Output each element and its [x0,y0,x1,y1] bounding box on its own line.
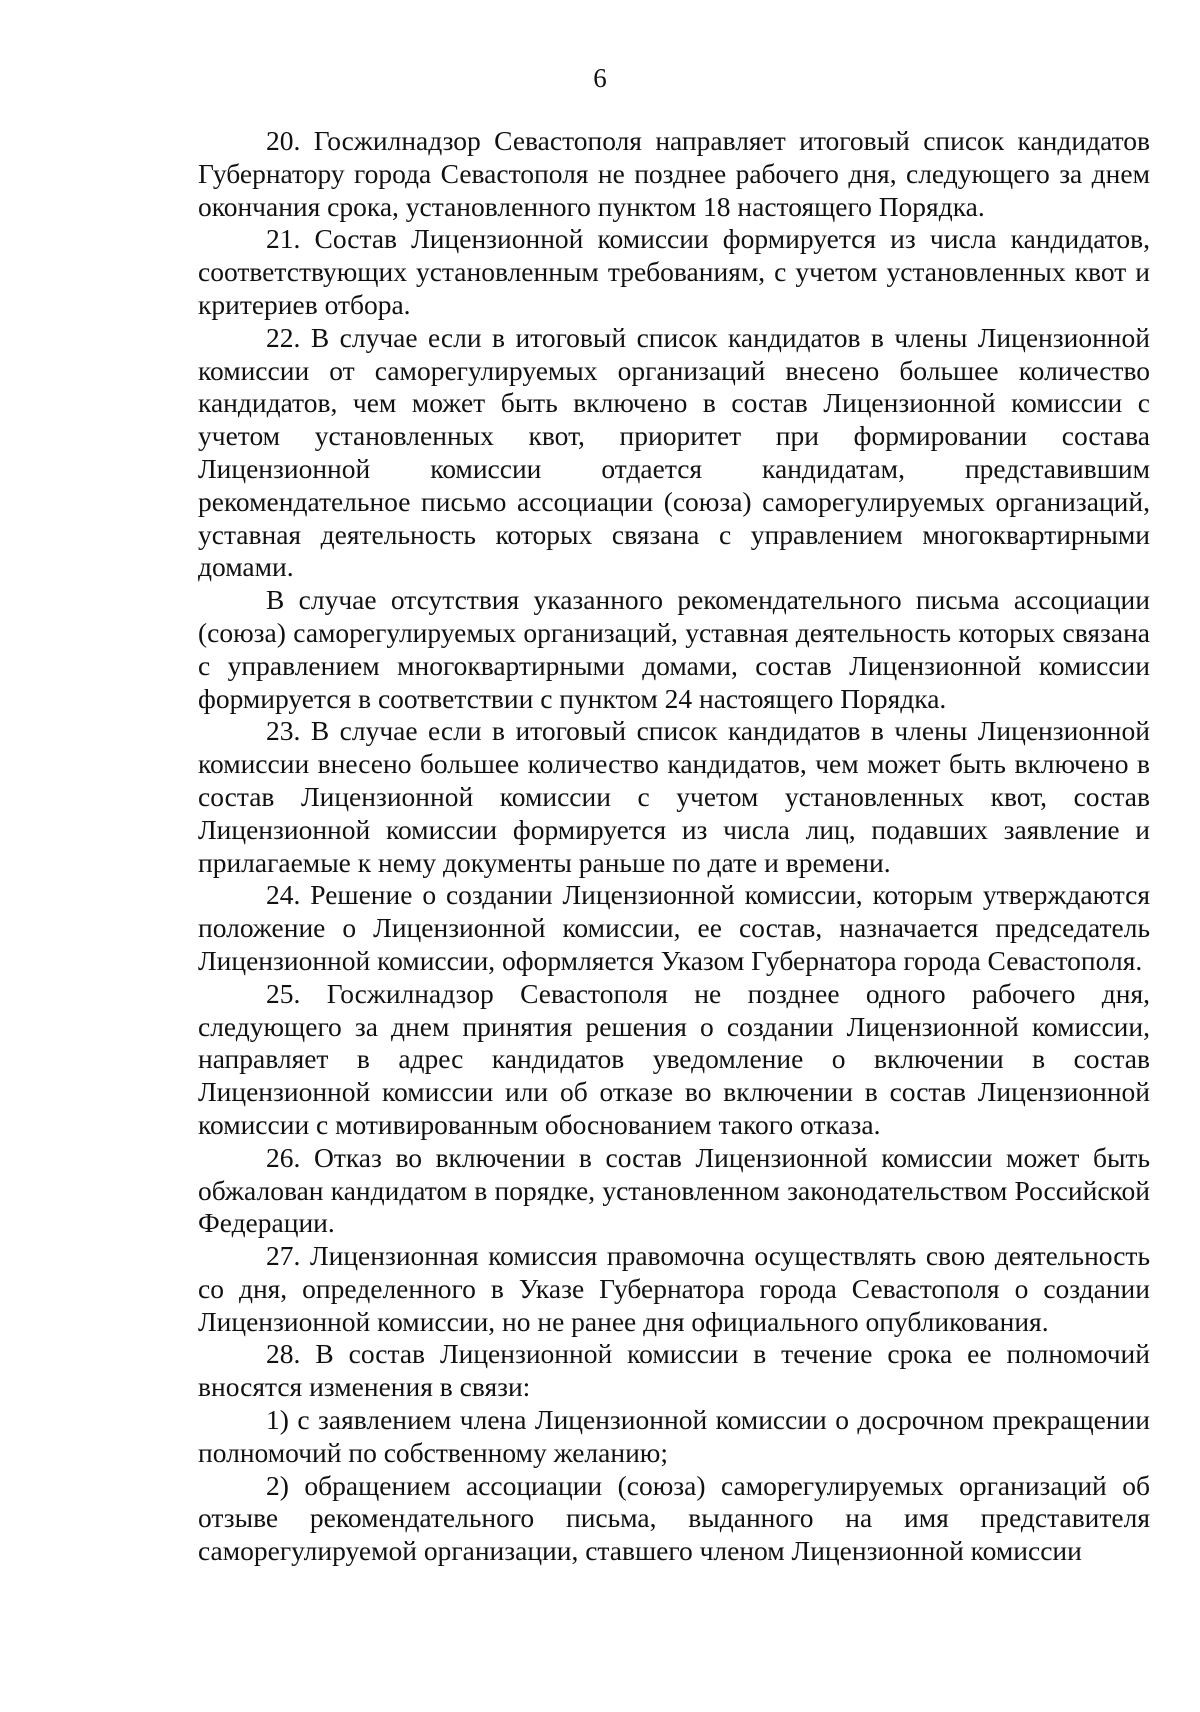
paragraph-22-continuation: В случае отсутствия указанного рекомендательного письма ассоциации (союза) саморегулируемых организаций, уставная деятельность которых связана с управлением многоквартирными домами, состав Лицензионной комиссии формируется в соответствии с пунктом 24 настоящего Порядка. [198,584,1150,714]
document-body [198,125,1150,1568]
paragraph-25: 25. Госжилнадзор Севастополя не позднее одного рабочего дня, следующего за днем принятия решения о создании Лицензионной комиссии, направляет в адрес кандидатов уведомление о включении в состав Лицензионной комиссии или об отказе во включении в состав Лицензионной комиссии с мотивированным обоснованием такого отказа. [198,977,1150,1140]
paragraph-27: 27. Лицензионная комиссия правомочна осуществлять свою деятельность со дня, определенного в Указе Губернатора города Севастополя о создании Лицензионной комиссии, но не ранее дня официального опубликования. [198,1240,1150,1337]
list-item-1: 1) с заявлением члена Лицензионной комиссии о досрочном прекращении полномочий по собственному желанию; [198,1404,1150,1468]
paragraph-20: 20. Госжилнадзор Севастополя направляет итоговый список кандидатов Губернатору города Севастополя не позднее рабочего дня, следующего за днем окончания срока, установленного пунктом 18 настоящего Порядка. [198,125,1150,222]
paragraph-22: 22. В случае если в итоговый список кандидатов в члены Лицензионной комиссии от саморегулируемых организаций внесено большее количество кандидатов, чем может быть включено в состав Лицензионной комиссии с учетом установленных квот, приоритет при формировании состава Лицензионной комиссии отдается кандидатам, представившим рекомендательное письмо ассоциации (союза) саморегулируемых организаций, уставная деятельность которых связана с управлением многоквартирными домами. [198,321,1150,583]
paragraph-26: 26. Отказ во включении в состав Лицензионной комиссии может быть обжалован кандидатом в порядке, установленном законодательством Российской Федерации. [198,1141,1150,1239]
list-item-2: 2) обращением ассоциации (союза) саморегулируемых организаций об отзыве рекомендательного письма, выданного на имя представителя саморегулируемой организации, ставшего членом Лицензионной комиссии [198,1469,1150,1567]
page-number: 6 [593,63,607,93]
paragraph-23: 23. В случае если в итоговый список кандидатов в члены Лицензионной комиссии внесено большее количество кандидатов, чем может быть включено в состав Лицензионной комиссии с учетом установленных квот, состав Лицензионной комиссии формируется из числа лиц, подавших заявление и прилагаемые к нему документы раньше по дате и времени. [198,715,1150,878]
paragraph-21: 21. Состав Лицензионной комиссии формируется из числа кандидатов, соответствующих установленным требованиям, с учетом установленных квот и критериев отбора. [198,223,1150,320]
paragraph-28: 28. В состав Лицензионной комиссии в течение срока ее полномочий вносятся изменения в связи: [198,1338,1150,1403]
paragraph-24: 24. Решение о создании Лицензионной комиссии, которым утверждаются положение о Лицензионной комиссии, ее состав, назначается председатель Лицензионной комиссии, оформляется Указом Губернатора города Севастополя. [198,879,1150,976]
